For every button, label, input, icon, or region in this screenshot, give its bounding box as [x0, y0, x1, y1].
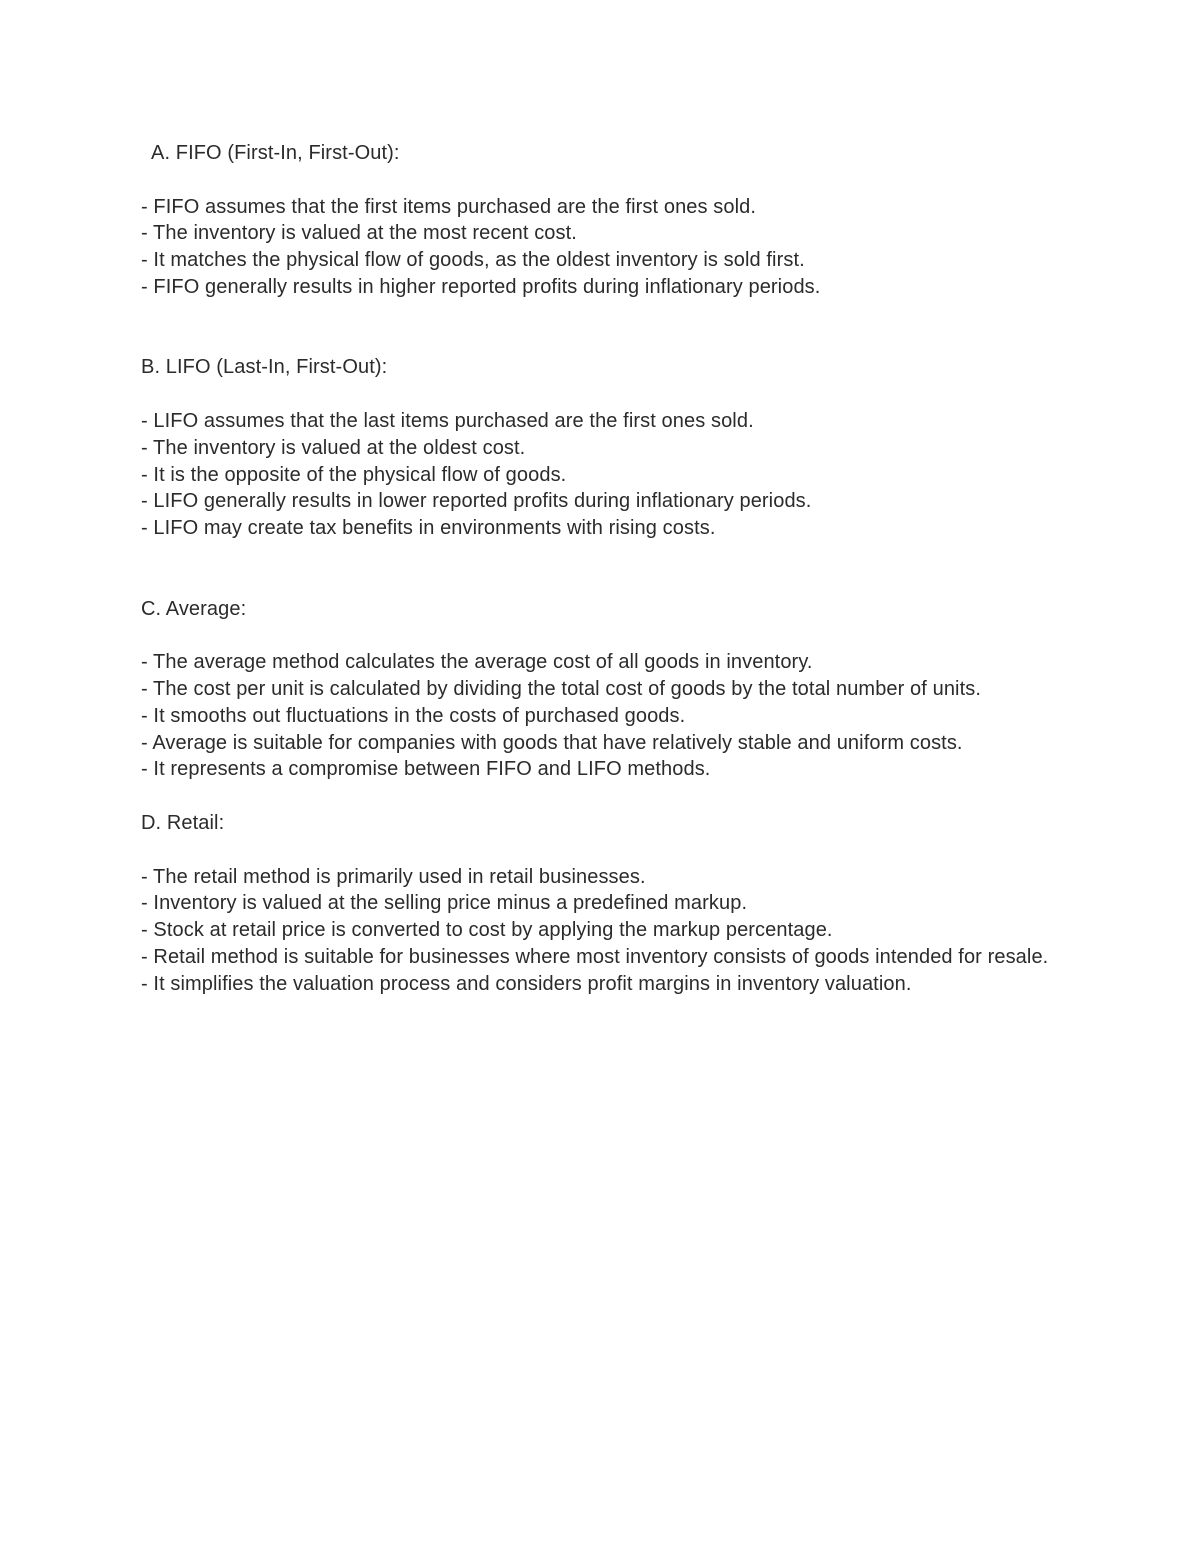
section-lifo	[141, 354, 1061, 542]
spacer	[141, 542, 1061, 596]
bullet-list	[141, 864, 1061, 998]
bullet-item: - It represents a compromise between FIFO and LIFO methods.	[141, 758, 711, 781]
section-heading: A. FIFO (First-In, First-Out):	[151, 142, 400, 164]
bullet-list	[141, 649, 1061, 783]
bullet-item: - It simplifies the valuation process and considers profit margins in inventory valuation.	[141, 972, 912, 995]
bullet-item: - It smooths out fluctuations in the costs of purchased goods.	[141, 704, 686, 727]
bullet-item: - The inventory is valued at the oldest cost.	[141, 436, 526, 459]
bullet-item: - LIFO generally results in lower reported profits during inflationary periods.	[141, 490, 812, 513]
bullet-item: - Average is suitable for companies with goods that have relatively stable and uniform costs.	[141, 731, 963, 754]
bullet-item: - LIFO may create tax benefits in environments with rising costs.	[141, 517, 716, 540]
section-heading: B. LIFO (Last-In, First-Out):	[141, 356, 388, 379]
bullet-item: - It matches the physical flow of goods, as the oldest inventory is sold first.	[141, 249, 805, 272]
section-heading: C. Average:	[141, 597, 247, 620]
document-body	[141, 140, 1061, 998]
section-retail	[141, 810, 1061, 998]
bullet-item: - The inventory is valued at the most recent cost.	[141, 222, 577, 245]
bullet-item: - FIFO assumes that the first items purchased are the first ones sold.	[141, 195, 757, 218]
spacer	[141, 301, 1061, 355]
bullet-item: - The average method calculates the average cost of all goods in inventory.	[141, 651, 813, 674]
section-fifo	[141, 140, 1061, 301]
bullet-item: - It is the opposite of the physical flow of goods.	[141, 463, 567, 486]
section-heading: D. Retail:	[141, 811, 225, 834]
bullet-item: - Stock at retail price is converted to cost by applying the markup percentage.	[141, 919, 833, 942]
bullet-item: - Retail method is suitable for businesses where most inventory consists of goods intended for resale.	[141, 945, 1049, 968]
bullet-item: - FIFO generally results in higher reported profits during inflationary periods.	[141, 275, 821, 298]
bullet-item: - The retail method is primarily used in retail businesses.	[141, 865, 646, 888]
bullet-item: - The cost per unit is calculated by dividing the total cost of goods by the total number of units.	[141, 677, 981, 700]
bullet-item: - LIFO assumes that the last items purchased are the first ones sold.	[141, 409, 754, 432]
bullet-list	[141, 408, 1061, 542]
spacer	[141, 783, 1061, 810]
bullet-item: - Inventory is valued at the selling price minus a predefined markup.	[141, 892, 748, 915]
section-average	[141, 596, 1061, 784]
bullet-list	[141, 194, 1061, 301]
